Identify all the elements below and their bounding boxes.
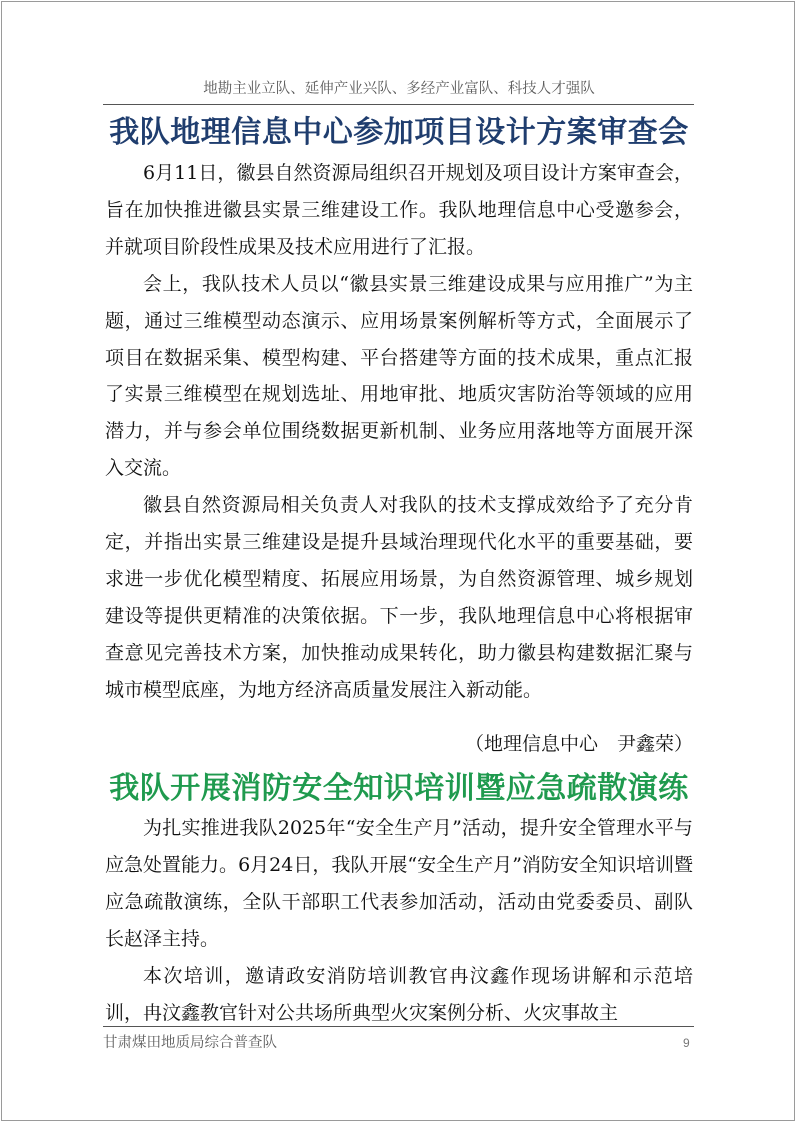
header-rule <box>103 104 694 105</box>
article-body <box>105 155 693 709</box>
header-slogan: 地勘主业立队、延伸产业兴队、多经产业富队、科技人才强队 <box>203 81 595 97</box>
article-signature: （地理信息中心 尹鑫荣） <box>464 733 693 755</box>
footer-rule <box>103 1026 694 1027</box>
article-paragraph: 本次培训，邀请政安消防培训教官冉汶鑫作现场讲解和示范培训，冉汶鑫教官针对公共场所典型火灾案例分析、火灾事故主 <box>105 964 693 1024</box>
article-title: 我队地理信息中心参加项目设计方案审查会 <box>109 115 689 150</box>
footer-org: 甘肃煤田地质局综合普查队 <box>103 1035 277 1051</box>
article-paragraph: 为扎实推进我队2025年“安全生产月”活动，提升安全管理水平与应急处置能力。6月24日，我队开展“安全生产月”消防安全知识培训暨应急疏散演练，全队干部职工代表参加活动，活动由党委委员、副队长赵泽主持。 <box>105 817 693 950</box>
page-number: 9 <box>683 1036 690 1050</box>
article-paragraph: 会上，我队技术人员以“徽县实景三维建设成果与应用推广”为主题，通过三维模型动态演示、应用场景案例解析等方式，全面展示了项目在数据采集、模型构建、平台搭建等方面的技术成果，重点汇报了实景三维模型在规划选址、用地审批、地质灾害防治等领域的应用潜力，并与参会单位围绕数据更新机制、业务应用落地等方面展开深入交流。 <box>105 272 693 480</box>
article-title: 我队开展消防安全知识培训暨应急疏散演练 <box>109 771 689 806</box>
article-body <box>105 810 693 1031</box>
article-paragraph: 徽县自然资源局相关负责人对我队的技术支撑成效给予了充分肯定，并指出实景三维建设是提升县域治理现代化水平的重要基础，要求进一步优化模型精度、拓展应用场景，为自然资源管理、城乡规划建设等提供更精准的决策依据。下一步，我队地理信息中心将根据审查意见完善技术方案，加快推动成果转化，助力徽县构建数据汇聚与城市模型底座，为地方经济高质量发展注入新动能。 <box>105 494 693 701</box>
article-paragraph: 6月11日，徽县自然资源局组织召开规划及项目设计方案审查会，旨在加快推进徽县实景三维建设工作。我队地理信息中心受邀参会，并就项目阶段性成果及技术应用进行了汇报。 <box>105 162 693 258</box>
